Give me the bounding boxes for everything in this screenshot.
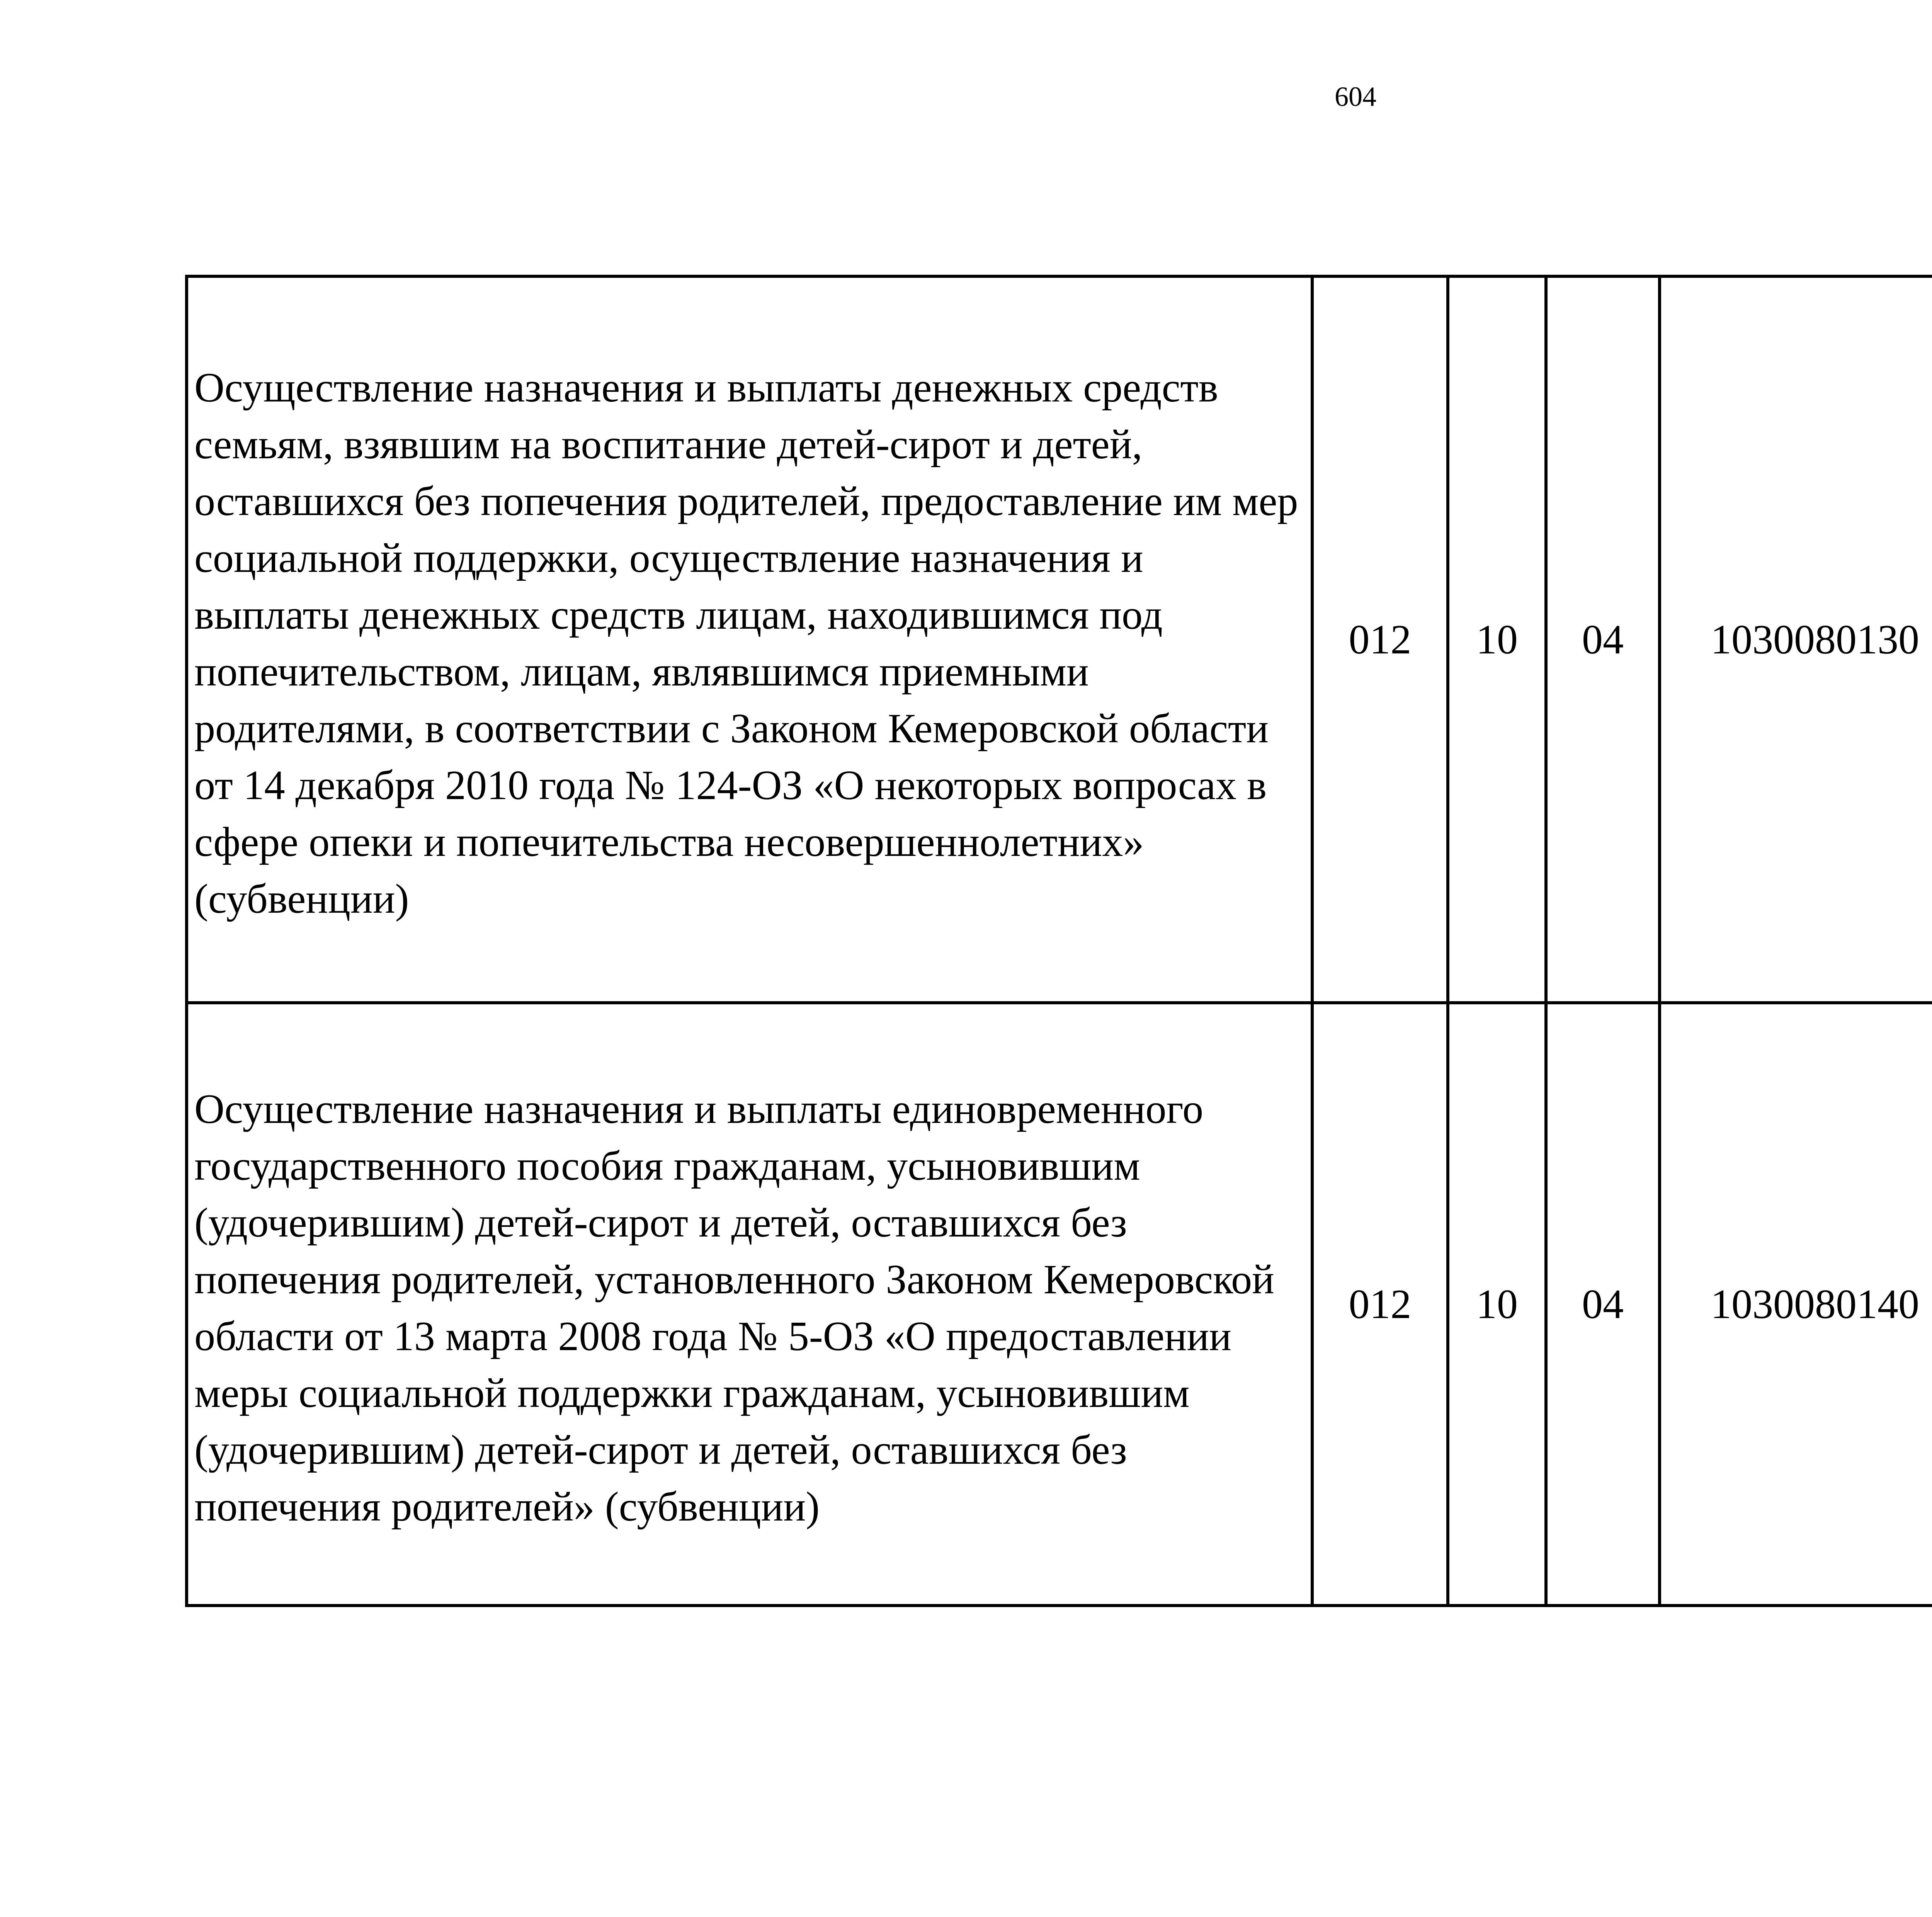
budget-table (185, 275, 1932, 1607)
section-code-cell: 10 (1448, 276, 1546, 1003)
page-number: 604 (1335, 81, 1376, 112)
description-cell: Осуществление назначения и выплаты денежных средств семьям, взявшим на воспитание детей-сирот и детей, оставшихся без попечения родителей, предоставление им мер социальной поддержки, осуществление назначения и выплаты денежных средств лицам, находившимся под попечительством, лицам, являвшимся приемными родителями, в соответствии с Законом Кемеровской области от 14 декабря 2010 года № 124-ОЗ «О некоторых вопросах в сфере опеки и попечительства несовершеннолетних» (субвенции) (187, 276, 1312, 1003)
table-row (187, 1003, 1932, 1606)
description-cell: Осуществление назначения и выплаты единовременного государственного пособия гражданам, усыновившим (удочерившим) детей-сирот и детей, оставшихся без попечения родителей, установленного Законом Кемеровской области от 13 марта 2008 года № 5-ОЗ «О предоставлении меры социальной поддержки гражданам, усыновившим (удочерившим) детей-сирот и детей, оставшихся без попечения родителей» (субвенции) (187, 1003, 1312, 1606)
target-article-cell: 1030080140 (1660, 1003, 1932, 1606)
ministry-code-cell: 012 (1312, 1003, 1448, 1606)
section-code-cell: 10 (1448, 1003, 1546, 1606)
subsection-code-cell: 04 (1546, 1003, 1660, 1606)
table-row (187, 276, 1932, 1003)
ministry-code-cell: 012 (1312, 276, 1448, 1003)
target-article-cell: 1030080130 (1660, 276, 1932, 1003)
subsection-code-cell: 04 (1546, 276, 1660, 1003)
